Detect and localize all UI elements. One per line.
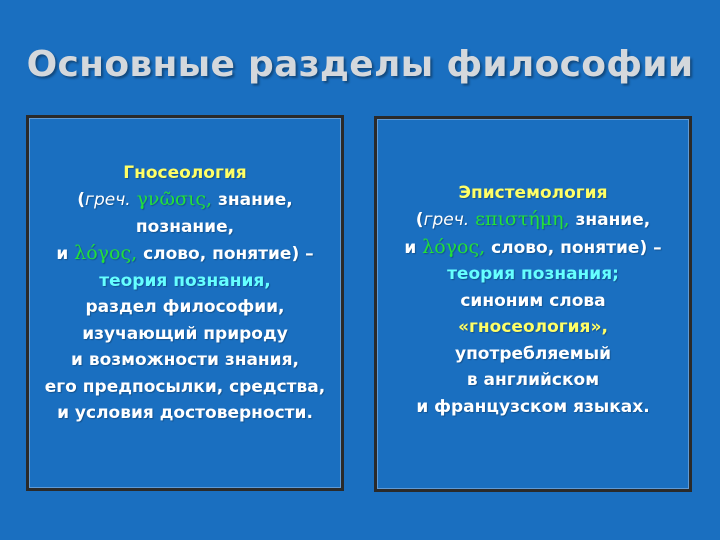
gnoseology-line-9: его предпосылки, средства, — [44, 376, 326, 397]
epistemology-etymology-line — [377, 206, 689, 234]
meaning-word-concept: слово, понятие) – — [491, 237, 662, 258]
epistemology-box — [374, 116, 692, 492]
conjunction-and: и — [404, 237, 417, 258]
gnoseology-line-6: раздел философии, — [85, 297, 285, 317]
epistemology-line-8: в английском — [466, 370, 600, 391]
conjunction-and: и — [56, 244, 69, 264]
gnoseology-line-7: изучающий природу — [82, 323, 288, 344]
epistemology-line-5: синоним слова — [460, 290, 606, 311]
gnoseology-line-3: познание, — [135, 216, 235, 237]
greek-abbrev: греч. — [85, 190, 131, 210]
gnoseology-definition-highlight: теория познания, — [99, 270, 271, 291]
gnoseology-etymology-line — [29, 186, 341, 214]
gnoseology-heading: Гносеология — [123, 162, 247, 183]
gnoseology-box — [26, 115, 344, 491]
meaning-knowledge: знание, — [575, 210, 651, 231]
epistemology-logos-line — [377, 234, 689, 262]
epistemology-line-9: и французском языках. — [416, 396, 650, 417]
greek-word-gnosis: γνῶσις, — [136, 188, 213, 210]
gnoseology-line-8: и возможности знания, — [71, 350, 299, 370]
greek-word-episteme: επιστήμη, — [475, 208, 570, 231]
epistemology-text — [377, 180, 689, 421]
open-paren: ( — [77, 190, 86, 210]
slide-title: Основные разделы философии — [26, 44, 694, 85]
meaning-word-concept: слово, понятие) – — [143, 244, 314, 264]
greek-word-logos: λόγος, — [74, 242, 138, 264]
greek-abbrev: греч. — [423, 210, 470, 231]
epistemology-heading: Эпистемология — [458, 182, 608, 203]
gnoseology-logos-line — [29, 240, 341, 268]
gnoseology-line-10: и условия достоверности. — [57, 403, 313, 423]
open-paren: ( — [415, 210, 424, 231]
greek-word-logos: λόγος, — [422, 235, 486, 258]
gnoseology-text — [29, 160, 341, 427]
epistemology-line-7: употребляемый — [454, 343, 611, 364]
epistemology-synonym: «гносеология», — [458, 317, 608, 338]
epistemology-definition-highlight: теория познания; — [447, 264, 619, 285]
meaning-knowledge: знание, — [218, 190, 293, 210]
